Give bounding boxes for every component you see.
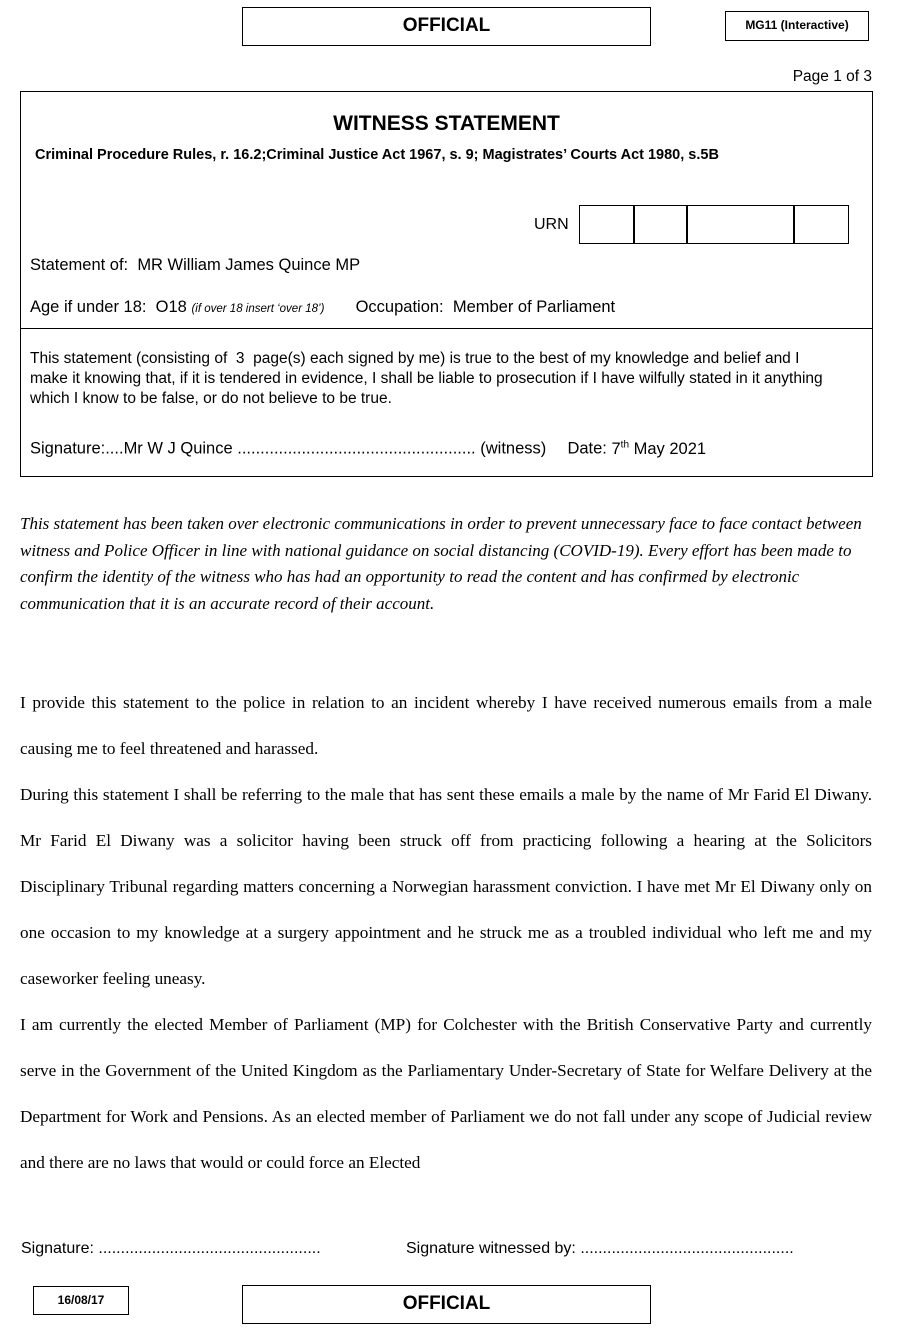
date-value[interactable] [611, 440, 706, 458]
occupation-value[interactable]: Member of Parliament [452, 298, 616, 316]
statement-body [20, 680, 872, 1186]
age-hint: (if over 18 insert ‘over 18’) [191, 303, 325, 315]
date-label: Date: [567, 439, 607, 458]
legal-rules-reference: Criminal Procedure Rules, r. 16.2;Criminal Justice Act 1967, s. 9; Magistrates’ Courts Act 1980, s.5B [35, 147, 719, 163]
date-day: 7 [611, 439, 621, 458]
age-label: Age if under 18: [30, 298, 147, 316]
footer-witnessed [406, 1240, 794, 1258]
footer-witnessed-dots[interactable]: ................................................ [580, 1240, 794, 1257]
page-indicator: Page 1 of 3 [792, 68, 872, 85]
body-paragraph-2: During this statement I shall be referring to the male that has sent these emails a male by the name of Mr Farid El Diwany. Mr Farid El Diwany was a solicitor having been struck off from practicing following a hearing at the Solicitors Disciplinary Tribunal regarding matters concerning a Norwegian harassment conviction. I have met Mr El Diwany only on one occasion to my knowledge at a surgery appointment and he struck me as a troubled individual who left me and my caseworker feeling uneasy. [20, 785, 872, 988]
declaration-part-2: page(s) each signed by me) is true to the best of my knowledge and belief and I make it knowing that, if it is tendered in evidence, I shall be liable to prosecution if I have wilfully stated in it anything which I know to be false, or do not believe to be true. [30, 350, 823, 407]
classification-banner-top: OFFICIAL [242, 7, 651, 46]
statement-of-value[interactable]: MR William James Quince MP [137, 256, 361, 274]
footer-witnessed-label: Signature witnessed by: [406, 1240, 576, 1257]
classification-banner-bottom: OFFICIAL [242, 1285, 651, 1324]
footer-signature [21, 1240, 321, 1258]
age-occupation-row [30, 298, 615, 317]
date-month-year: May 2021 [633, 439, 707, 458]
form-divider [21, 328, 872, 329]
signature-value[interactable]: Mr W J Quince [123, 439, 233, 458]
urn-field-1[interactable] [579, 205, 635, 244]
statement-of-row [30, 256, 360, 275]
body-paragraph-3: I am currently the elected Member of Parliament (MP) for Colchester with the British Conservative Party and currently serve in the Government of the United Kingdom as the Parliamentary Under-Secretary of State for Welfare Delivery at the Department for Work and Pensions. As an elected member of Parliament we do not fall under any scope of Judicial review and there are no laws that would or could force an Elected [20, 1015, 872, 1172]
declaration-text [30, 349, 830, 409]
footer-signature-dots[interactable]: .................................................. [98, 1240, 321, 1257]
urn-field-3[interactable] [686, 205, 795, 244]
witness-statement-form [20, 91, 873, 477]
declaration-part-1: This statement (consisting of [30, 350, 228, 367]
form-version-date: 16/08/17 [33, 1286, 129, 1315]
covid-note: This statement has been taken over electronic communications in order to prevent unnecessary face to face contact between witness and Police Officer in line with national guidance on social distancing (COVID-19). Every effort has been made to confirm the identity of the witness who has had an opportunity to read the content and has confirmed by electronic communication that it is an accurate record of their account. [20, 514, 862, 613]
signature-label: Signature:.... [30, 439, 124, 458]
body-paragraph-1: I provide this statement to the police in relation to an incident whereby I have received numerous emails from a male causing me to feel threatened and harassed. [20, 693, 872, 758]
signature-role: (witness) [480, 439, 547, 458]
statement-of-label: Statement of: [30, 256, 129, 274]
form-code-badge: MG11 (Interactive) [725, 11, 869, 41]
signature-row [30, 439, 706, 459]
date-suffix: th [620, 439, 630, 450]
form-title: WITNESS STATEMENT [333, 112, 560, 135]
signature-dots: .................................................... [237, 439, 476, 458]
footer-signature-label: Signature: [21, 1240, 94, 1257]
page-count-value[interactable]: 3 [235, 350, 245, 367]
urn-label: URN [534, 216, 569, 233]
occupation-label: Occupation: [355, 298, 444, 316]
urn-field-2[interactable] [633, 205, 688, 244]
age-value[interactable]: O18 [155, 298, 187, 316]
urn-field-4[interactable] [793, 205, 849, 244]
